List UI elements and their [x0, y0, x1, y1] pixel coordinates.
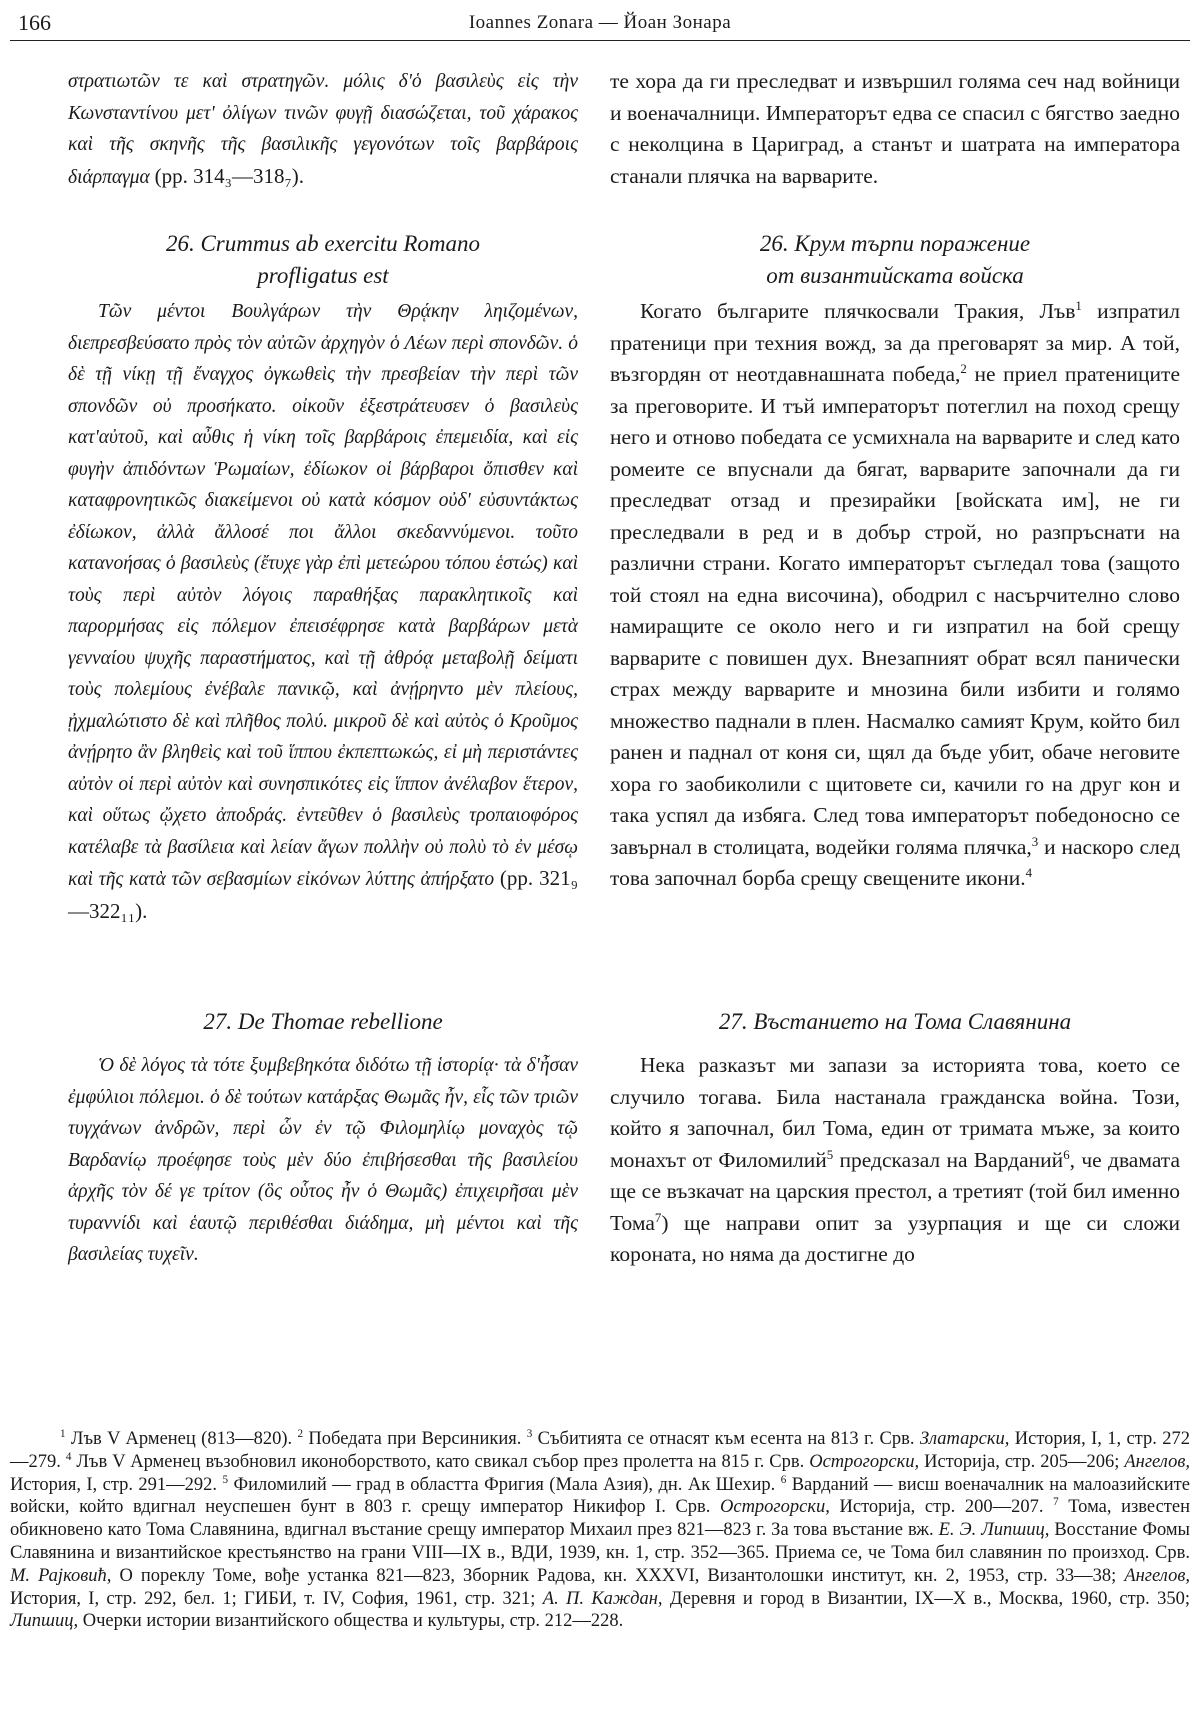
footnote-number: 4: [65, 1450, 72, 1463]
greek-reference: (pp. 314₃—318₇).: [154, 163, 305, 188]
footnote-author: М. Рајковић,: [10, 1565, 112, 1586]
footnote-number: 5: [222, 1473, 229, 1486]
header-rule: [10, 40, 1190, 41]
footnote-ref: 5: [826, 1147, 834, 1162]
text-run: , че двамата ще се възкачат на царския престол, а третият (той бил именно Тома: [610, 1147, 1181, 1235]
section-26-latin-title: [68, 228, 578, 292]
footnote-ref: 7: [654, 1210, 662, 1225]
text-run: не приел пратениците за преговорите. И тъй императорът потеглил на поход срещу него и отново победата се усмихнала на варварите и след като ромеите се впуснали да бягат, варварите започнали да ги преследват отзад и презирайки [войската им], не ги преследвали в ред и в добър строй, но разпръснати на различни страни. Когато императорът съгледал това (защото той стоял на една височина), ободрил с насърчително слово намиращите се около него и ги изпратил на бой срещу варварите с повишен дух. Внезапният обрат всял панически страх между варварите и мнозина били избити и голямо множество паднали в плен. Насмалко самият Крум, който бил ранен и паднал от коня си, щял да бъде убит, обаче неговите хора го заобиколили с щитовете си, качили го на друг кон и така успял да избяга. След това императорът победоносно се завърнал в столицата, водейки голяма плячка,: [610, 362, 1180, 859]
footnote-number: 3: [526, 1427, 533, 1440]
greek-text: Τῶν μέντοι Βουλγάρων τὴν Θρᾴκην ληιζομένων, διεπρεσβεύσατο πρὸς τὸν αὐτῶν ἀρχηγὸν ὁ Λέων περὶ σπονδῶν. ὁ δὲ τῇ νίκῃ τῇ ἔναγχος ὀγκωθεὶς τὴν πρεσβείαν τὴν περὶ τῶν σπονδῶν οὐ προσήκατο. οἰκοῦν ἐξεστράτευσεν ὁ βασιλεὺς κατ'αὐτοῦ, καὶ αὖθις ἡ νίκη τοῖς βαρβάροις ἐπεμειδία, καὶ εἰς φυγὴν ἀπιδόντων Ῥωμαίων, ἐδίωκον οἱ βάρβαροι ὄπισθεν καὶ καταφρονητικῶς διακείμενοι οὐ κατὰ κόσμον οὐδ' εὐσυντάκτως ἐδίωκον, ἀλλὰ ἄλλοσέ ποι ἄλλοι σκεδαννύμενοι. τοῦτο κατανοήσας ὁ βασιλεὺς (ἔτυχε γὰρ ἐπὶ μετεώρου τόπου ἑστώς) καὶ τοὺς περὶ αὐτὸν λόγοις παραθήξας παρακλητικοῖς καὶ παρορμήσας εἰς πόλεμον ἐπεισέφρησε κατὰ βαρβάρων μετὰ γενναίου ψυχῆς παραστήματος, καὶ τῇ ἀθρόᾳ μεταβολῇ δείματι τοὺς πολεμίους ἐνέβαλε πανικῷ, καὶ ἀνῄρηντο μὲν πλείους, ᾐχμαλώτιστο δὲ καὶ πλῆθος πολύ. μικροῦ δὲ καὶ αὐτὸς ὁ Κροῦμος ἀνῄρητο ἂν βληθεὶς καὶ τοῦ ἵππου ἐκπεπτωκώς, εἰ μὴ περιστάντες αὐτὸν οἱ περὶ αὐτὸν καὶ συνησπικότες εἰς ἵππον ἀνέλαβον ἕτερον, καὶ οὕτως ᾤχετο ἀποδράς. ἐντεῦθεν ὁ βασιλεὺς τροπαιοφόρος κατέλαβε τὰ βασίλεια καὶ λείαν ἄγων πολλὴν οὐ πολὺ τὸ ἐν μέσῳ καὶ τῆς κατὰ τῶν σεβασμίων εἰκόνων λύττης ἀπήρξατο: [68, 301, 578, 890]
footnote-text: История, I, 1, стр. 272—279.: [10, 1429, 1190, 1472]
section-title-line: profligatus est: [257, 263, 389, 288]
footnote-author: Ангелов,: [1124, 1565, 1190, 1586]
page-header: [0, 10, 1200, 36]
footnote-text: Победата при Версиникия.: [303, 1429, 527, 1449]
bulgarian-paragraph-27: [610, 1050, 1180, 1271]
text-run: Когато българите плячкосвали Тракия, Лъв: [640, 299, 1076, 323]
text-run: изпратил пратеници при техния вожд, за да преговарят за мир. А той, възгордян от неотдавнашната победа,: [610, 299, 1180, 386]
section-title-line: 26. Crummus ab exercitu Romano: [165, 231, 481, 256]
footnote-author: Острогорски,: [720, 1497, 830, 1518]
footnote-number: 6: [780, 1473, 787, 1486]
section-title-line: 27. De Thomae rebellione: [203, 1009, 443, 1034]
bulgarian-column-top: [610, 66, 1180, 192]
footnote-ref: 1: [1075, 298, 1082, 313]
footnote-author: А. П. Каждан,: [542, 1588, 663, 1609]
section-26-bulgarian-title: [610, 228, 1180, 292]
footnote-text: Историја, стр. 200—207.: [829, 1497, 1054, 1518]
footnote-ref: 3: [1031, 834, 1039, 849]
greek-column-section-27: [68, 1050, 578, 1271]
footnote-text: Лъв V Арменец възобновил иконоборството, като свикал събор през пролетта на 815 г. Срв.: [71, 1451, 810, 1472]
bulgarian-column-section-26: [610, 296, 1180, 895]
footnote-text: Восстание Фомы Славянина и византийское крестьянство на грани VIII—IX в., ВДИ, 1939, кн. 1, стр. 352—365. Приема се, че Тома бил славянин по произход. Срв.: [10, 1520, 1190, 1563]
footnote-text: Събитията се отнасят към есента на 813 г. Срв.: [532, 1429, 920, 1449]
bulgarian-paragraph-25-end: те хора да ги преследват и извършил голяма сеч над войници и военачалници. Императорът едва се спасил с бягство заедно с неколцина в Цариград, а станът и шатрата на императора станали плячка на варварите.: [610, 69, 1180, 188]
greek-column-section-26: [68, 296, 578, 928]
footnote-text: История, I, стр. 291—292.: [10, 1474, 223, 1495]
greek-paragraph-25-end: [68, 66, 578, 193]
greek-text: στρατιωτῶν τε καὶ στρατηγῶν. μόλις δ'ὁ βασιλεὺς εἰς τὴν Κωνσταντίνου μετ' ὀλίγων τινῶν φυγῇ διασώζεται, τοῦ χάρακος καὶ τῆς σκηνῆς τῆς βασιλικῆς γεγονότων τοῖς βαρβάροις διάρπαγμα: [68, 71, 578, 188]
footnotes: [10, 1428, 1190, 1633]
section-title-line: от византийската войска: [766, 263, 1024, 288]
footnote-author: Ангелов,: [1124, 1451, 1190, 1472]
footnote-author: Е. Э. Липшиц,: [938, 1520, 1050, 1541]
page-number: 166: [18, 10, 51, 35]
footnote-text: Филомилий — град в областта Фригия (Мала Азия), дн. Ак Шехир.: [228, 1474, 781, 1495]
text-run: ) ще направи опит за узурпация и ще си сложи короната, но няма да достигне до: [610, 1210, 1180, 1266]
footnote-text: Очерки истории византийского общества и культуры, стр. 212—228.: [78, 1611, 624, 1632]
section-title-line: 27. Въстанието на Тома Славянина: [718, 1009, 1072, 1034]
section-27-bulgarian-title: [610, 1006, 1180, 1038]
footnote-author: Липшиц,: [10, 1611, 79, 1632]
greek-reference: (pp. 321₉—322₁₁).: [68, 866, 578, 923]
footnote-ref: 2: [960, 361, 967, 376]
footnote-text: История, I, стр. 292, бел. 1; ГИБИ, т. IV, София, 1961, стр. 321;: [10, 1588, 543, 1609]
footnote-author: Острогорски,: [809, 1451, 920, 1472]
footnote-text: Варданий — висш военачалник на малоазийските войски, който вдигнал неуспешен бунт в 803 г. срещу император Никифор I. Срв.: [10, 1474, 1190, 1518]
footnote-number: 7: [1053, 1496, 1059, 1509]
running-head: Ioannes Zonara — Йоан Зонара: [468, 12, 732, 33]
greek-paragraph-26: [68, 296, 578, 928]
text-run: и наскоро след това започнал борба срещу свещените икони.: [610, 834, 1181, 890]
greek-paragraph-27: Ὁ δὲ λόγος τὰ τότε ξυμβεβηκότα διδότω τῇ ἱστορίᾳ· τὰ δ'ἦσαν ἐμφύλιοι πόλεμοι. ὁ δὲ τούτων κατάρξας Θωμᾶς ἦν, εἷς τῶν τριῶν τυγχάνων ἀνδρῶν, περὶ ὧν ἐν τῷ Φιλομηλίῳ μοναχὸς τῷ Βαρδανίῳ προέφησε τοὺς μὲν δύο ἐπιβήσεσθαι τῆς βασιλείου ἀρχῆς τὸν δέ γε τρίτον (ὃς οὗτος ἦν ὁ Θωμᾶς) ἐπιχειρῆσαι μὲν τυραννίδι καὶ ἑαυτῷ περιθέσθαι διάδημα, μὴ μέντοι καὶ τῆς βασιλείας τυχεῖν.: [68, 1055, 578, 1265]
footnote-ref: 6: [1063, 1147, 1070, 1162]
footnote-number: 2: [297, 1427, 304, 1440]
text-run: предсказал на Варданий: [833, 1147, 1064, 1172]
bulgarian-column-section-27: [610, 1050, 1180, 1271]
greek-column-top: [68, 66, 578, 193]
footnote-text: Деревня и город в Византии, IX—X в., Москва, 1960, стр. 350;: [662, 1588, 1190, 1609]
footnote-number: 1: [60, 1427, 66, 1440]
footnote-text: Тома, известен обикновено като Тома Славянина, вдигнал въстание срещу император Михаил през 821—823 г. За това въстание вж.: [10, 1497, 1190, 1541]
footnote-author: Златарски,: [919, 1429, 1010, 1449]
footnote-text: О пореклу Томе, вође устанка 821—823, Зборник Радова, кн. XXXVI, Византолошки институт, кн. 2, 1953, стр. 33—38;: [111, 1565, 1125, 1586]
footnote-text: Лъв V Арменец (813—820).: [65, 1429, 298, 1449]
section-27-latin-title: [68, 1006, 578, 1038]
bulgarian-paragraph-26: [610, 296, 1180, 895]
footnote-ref: 4: [1025, 865, 1033, 880]
footnote-text: Историја, стр. 205—206;: [919, 1451, 1125, 1472]
text-run: Нека разказът ми запази за историята това, което се случило тогава. Била настанала гражданска война. Този, който я започнал, бил Тома, един от тримата мъже, за които монахът от Филомилий: [610, 1053, 1180, 1172]
section-title-line: 26. Крум търпи поражение: [759, 231, 1031, 256]
